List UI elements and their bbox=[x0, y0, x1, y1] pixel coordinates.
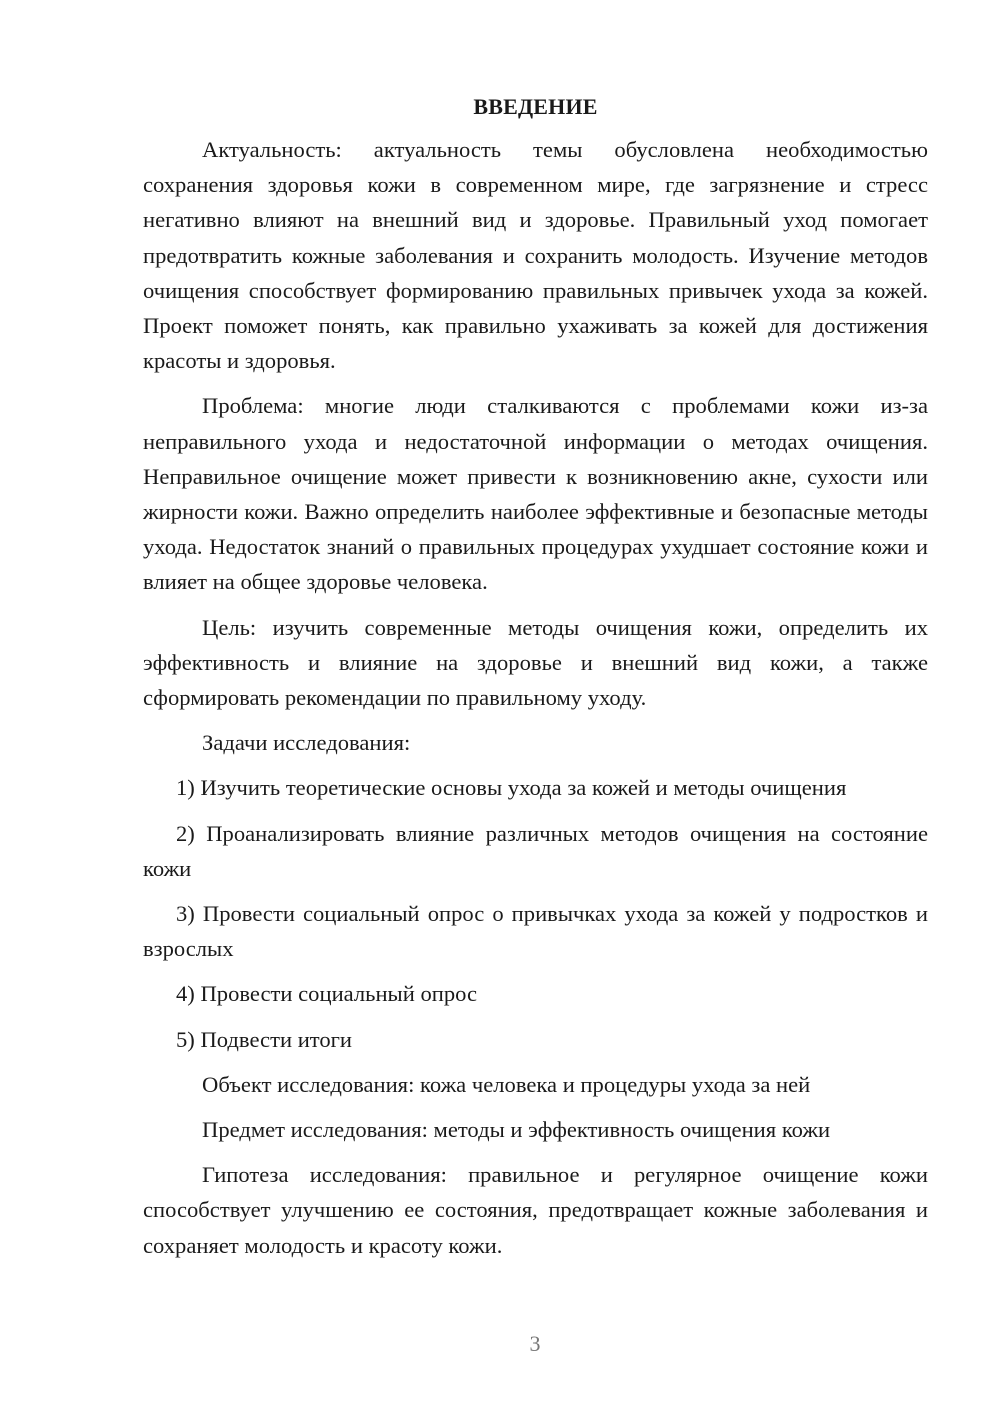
task-item-1: 1) Изучить теоретические основы ухода за кожей и методы очищения bbox=[176, 775, 847, 801]
task-item-4: 4) Провести социальный опрос bbox=[176, 981, 478, 1007]
page-title: ВВЕДЕНИЕ bbox=[473, 94, 598, 119]
problem-paragraph: Проблема: многие люди сталкиваются с проблемами кожи из-за неправильного ухода и недостаточной информации о методах очищения. Неправильное очищение может привести к возникновению акне, сухости или жирности кожи. Важно определить наиболее эффективные и безопасные методы ухода. Недостаток знаний о правильных процедурах ухудшает состояние кожи и влияет на общее здоровье человека. bbox=[143, 393, 928, 595]
tasks-heading: Задачи исследования: bbox=[202, 730, 411, 756]
page-number: 3 bbox=[529, 1331, 541, 1356]
hypothesis-paragraph: Гипотеза исследования: правильное и регулярное очищение кожи способствует улучшению ее состояния, предотвращает кожные заболевания и сохраняет молодость и красоту кожи. bbox=[143, 1162, 928, 1258]
task-item-3: 3) Провести социальный опрос о привычках ухода за кожей у подростков и взрослых bbox=[143, 901, 928, 962]
page-content bbox=[143, 92, 928, 1273]
goal-paragraph: Цель: изучить современные методы очищения кожи, определить их эффективность и влияние на здоровье и внешний вид кожи, а также сформировать рекомендации по правильному уходу. bbox=[143, 614, 928, 711]
research-subject-paragraph: Предмет исследования: методы и эффективность очищения кожи bbox=[202, 1117, 831, 1143]
relevance-paragraph: Актуальность: актуальность темы обусловлена необходимостью сохранения здоровья кожи в современном мире, где загрязнение и стресс негативно влияют на внешний вид и здоровье. Правильный уход помогает предотвратить кожные заболевания и сохранить молодость. Изучение методов очищения способствует формированию правильных привычек ухода за кожей. Проект поможет понять, как правильно ухаживать за кожей для достижения красоты и здоровья. bbox=[143, 137, 928, 374]
task-item-5: 5) Подвести итоги bbox=[176, 1026, 353, 1052]
task-item-2: 2) Проанализировать влияние различных методов очищения на состояние кожи bbox=[143, 820, 928, 881]
research-object-paragraph: Объект исследования: кожа человека и процедуры ухода за ней bbox=[202, 1071, 811, 1097]
